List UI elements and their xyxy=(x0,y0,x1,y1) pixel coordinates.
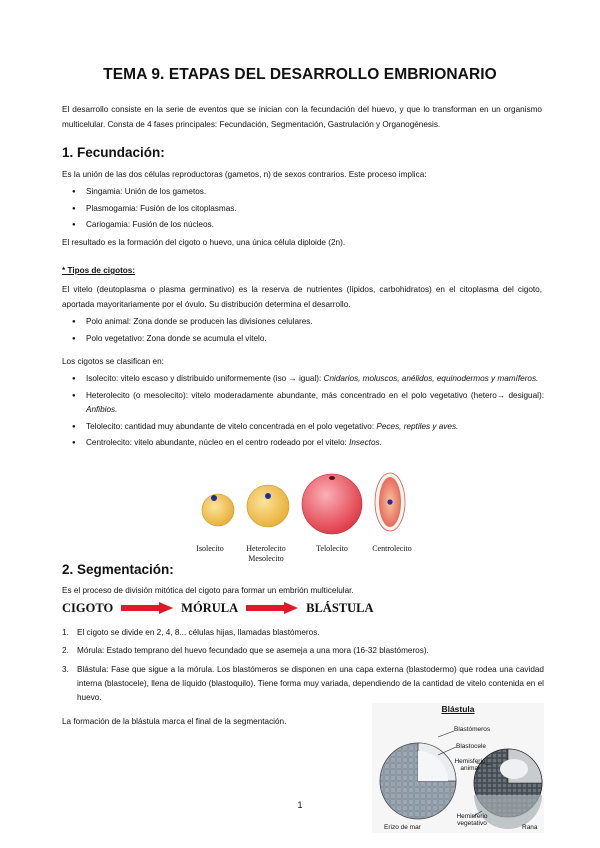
list-item: ● Heterolecito (o mesolecito): vitelo moderadamente abundante, más concentrado en el polo vegetativo (hetero→ desigual): Anfibios. xyxy=(62,389,544,418)
page-title: TEMA 9. ETAPAS DEL DESARROLLO EMBRIONARIO xyxy=(103,66,497,83)
blastula-title: Blástula xyxy=(441,704,475,714)
list-item: ● Isolecito: vitelo escaso y distribuido uniformemente (iso → igual): Cnidarios, moluscos, anélidos, equinodermos y mamíferos. xyxy=(62,372,544,386)
intro-paragraph: El desarrollo consiste en la serie de eventos que se inician con la fecundación del huevo, y que lo transforman en un organismo multicelular. Consta de 4 fases principales: Fecundación, Segmentación, Gastrulación y Organogénesis. xyxy=(62,105,542,129)
result-paragraph: El resultado es la formación del cigoto o huevo, una única célula diploide (2n). xyxy=(62,238,346,247)
tipos-cigotos-heading: * Tipos de cigotos: xyxy=(62,266,136,275)
label-erizo: Erizo de mar xyxy=(384,824,421,831)
list-item: 3. Blástula: Fase que sigue a la mórula. Los blastómeros se disponen en una capa externa (blastodermo) que rodea una cavidad interna (blastocele), llena de líquido (blastoquilo). Tiene forma muy variada, dependiendo de la cantidad de vitelo contenida en el huevo. xyxy=(62,664,544,703)
vitelo-paragraph: El vitelo (deutoplasma o plasma germinativo) es la reserva de nutrientes (lípidos, carbohidratos) en el citoplasma del cigoto, aportada mayoritariamente por el óvulo. Su distribución determina el desarrollo. xyxy=(62,285,542,309)
section-2-lead: Es el proceso de división mitótica del cigoto para formar un embrión multicelular. xyxy=(62,586,354,595)
list-item: ● Telolecito: cantidad muy abundante de vitelo concentrada en el polo vegetativo: Peces, reptiles y aves. xyxy=(62,420,544,434)
classify-paragraph: Los cigotos se clasifican en: xyxy=(62,357,164,366)
caption-mesolecito: Mesolecito xyxy=(248,554,284,563)
label-hemisferio-vegetativo: Hemisferio vegetativo xyxy=(456,813,488,827)
list-item: ● Polo animal: Zona donde se producen las divisiones celulares. xyxy=(62,315,544,329)
caption-telolecito: Telolecito xyxy=(316,544,348,553)
list-item: 1. El cigoto se divide en 2, 4, 8... células hijas, llamadas blastómeros. xyxy=(62,628,320,637)
segmentation-steps xyxy=(62,626,544,709)
segmentation-flow xyxy=(62,600,374,616)
cigoto-types-list xyxy=(62,372,544,453)
caption-isolecito: Isolecito xyxy=(196,544,224,553)
closing-paragraph: La formación de la blástula marca el final de la segmentación. xyxy=(62,717,287,726)
caption-centrolecito: Centrolecito xyxy=(372,544,412,553)
list-item: ● Singamia: Unión de los gametos. xyxy=(62,185,544,199)
flow-morula: MÓRULA xyxy=(181,600,239,615)
heterolecito-zygote xyxy=(247,485,289,527)
fecundacion-list xyxy=(62,185,544,235)
label-rana: Rana xyxy=(522,824,538,831)
page-number: 1 xyxy=(297,800,303,810)
poles-list xyxy=(62,315,544,348)
section-1-lead: Es la unión de las dos células reproductoras (gametos, n) de sexos contrarios. Este proceso implica: xyxy=(62,170,427,179)
flow-arrow-icon xyxy=(246,602,298,614)
flow-blastula: BLÁSTULA xyxy=(306,600,374,615)
flow-cigoto: CIGOTO xyxy=(62,600,114,615)
telolecito-zygote xyxy=(302,474,362,534)
list-item: 2. Mórula: Estado temprano del huevo fecundado que se asemeja a una mora (16-32 blastómeros). xyxy=(62,646,429,656)
caption-heterolecito: Heterolecito xyxy=(246,544,286,553)
section-1-heading: 1. Fecundación: xyxy=(62,145,165,160)
list-item: ● Cariogamia: Fusión de los núcleos. xyxy=(62,218,544,232)
blastula-figure xyxy=(372,703,544,833)
label-blastomeros: Blastómeros xyxy=(454,726,491,733)
flow-arrow-icon xyxy=(121,602,173,614)
centrolecito-zygote xyxy=(375,473,405,531)
label-hemisferio-animal: Hemisferio animal xyxy=(454,758,486,772)
list-item: ● Plasmogamia: Fusión de los citoplasmas. xyxy=(62,202,544,216)
list-item: ● Polo vegetativo: Zona donde se acumula el vitelo. xyxy=(62,332,544,346)
cigoto-types-figure xyxy=(190,466,420,546)
isolecito-zygote xyxy=(202,494,234,526)
section-2-heading: 2. Segmentación: xyxy=(62,562,174,577)
list-item: ● Centrolecito: vitelo abundante, núcleo en el centro rodeado por el vitelo: Insectos. xyxy=(62,436,544,450)
label-blastocele: Blastocele xyxy=(456,743,486,750)
